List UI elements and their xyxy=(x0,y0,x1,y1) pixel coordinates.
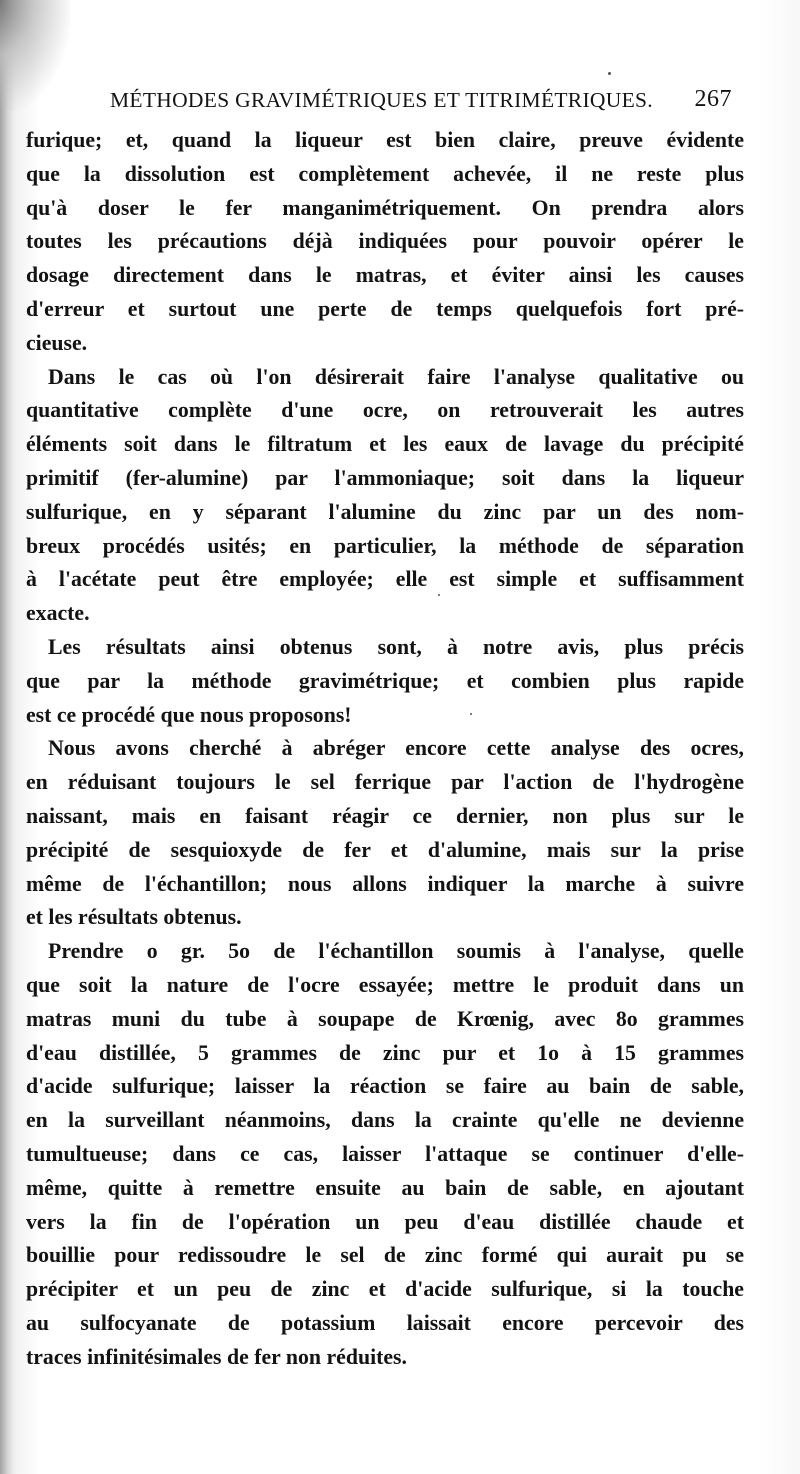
text-line: naissant, mais en faisant réagir ce dernier, non plus sur le xyxy=(26,803,744,828)
text-line: matras muni du tube à soupape de Krœnig, avec 8o grammes xyxy=(26,1006,744,1031)
text-line: éléments soit dans le filtratum et les eaux de lavage du précipité xyxy=(26,432,744,457)
text-line: traces infinitésimales de fer non réduites. xyxy=(26,1344,407,1369)
text-line: Nous avons cherché à abréger encore cette analyse des ocres, xyxy=(48,736,744,761)
text-line: vers la fin de l'opération un peu d'eau distillée chaude et xyxy=(26,1209,744,1234)
text-line: à l'acétate peut être employée; elle est simple et suffisamment xyxy=(26,567,744,592)
text-line: en réduisant toujours le sel ferrique par l'action de l'hydrogène xyxy=(26,770,744,795)
text-line: que par la méthode gravimétrique; et combien plus rapide xyxy=(26,668,744,693)
text-line: Les résultats ainsi obtenus sont, à notre avis, plus précis xyxy=(48,634,744,659)
text-line: quantitative complète d'une ocre, on retrouverait les autres xyxy=(26,398,744,423)
text-line: tumultueuse; dans ce cas, laisser l'attaque se continuer d'elle- xyxy=(26,1141,744,1166)
text-line: en la surveillant néanmoins, dans la crainte qu'elle ne devienne xyxy=(26,1108,744,1133)
body-text xyxy=(26,124,744,1374)
ink-speck xyxy=(438,594,440,596)
text-line: est ce procédé que nous proposons! xyxy=(26,702,352,727)
text-line: et les résultats obtenus. xyxy=(26,905,242,930)
text-line: même de l'échantillon; nous allons indiquer la marche à suivre xyxy=(26,871,744,896)
text-line: breux procédés usités; en particulier, la méthode de séparation xyxy=(26,533,744,558)
text-line: Prendre o gr. 5o de l'échantillon soumis à l'analyse, quelle xyxy=(48,939,744,964)
binding-shadow xyxy=(0,0,14,1474)
text-line: au sulfocyanate de potassium laissait encore percevoir des xyxy=(26,1310,744,1335)
ink-speck xyxy=(470,713,472,715)
text-line: même, quitte à remettre ensuite au bain de sable, en ajoutant xyxy=(26,1175,744,1200)
text-line: Dans le cas où l'on désirerait faire l'analyse qualitative ou xyxy=(48,364,744,389)
text-line: dosage directement dans le matras, et éviter ainsi les causes xyxy=(26,263,744,288)
page-number: 267 xyxy=(694,86,732,112)
text-line: furique; et, quand la liqueur est bien claire, preuve évidente xyxy=(26,128,744,152)
text-line: sulfurique, en y séparant l'alumine du zinc par un des nom- xyxy=(26,499,744,524)
text-line: que soit la nature de l'ocre essayée; mettre le produit dans un xyxy=(26,972,744,997)
text-line: exacte. xyxy=(26,601,90,626)
text-line: toutes les précautions déjà indiquées pour pouvoir opérer le xyxy=(26,229,744,254)
text-line: d'eau distillée, 5 grammes de zinc pur et 1o à 15 grammes xyxy=(26,1040,744,1065)
ink-speck xyxy=(608,72,611,75)
text-line: bouillie pour redissoudre le sel de zinc formé qui aurait pu se xyxy=(26,1243,744,1268)
text-line: cieuse. xyxy=(26,330,88,355)
running-title: MÉTHODES GRAVIMÉTRIQUES ET TITRIMÉTRIQUES. xyxy=(110,88,653,112)
running-head xyxy=(80,82,740,118)
text-line: primitif (fer-alumine) par l'ammoniaque; soit dans la liqueur xyxy=(26,465,744,490)
text-line: que la dissolution est complètement achevée, il ne reste plus xyxy=(26,161,744,186)
text-line: qu'à doser le fer manganimétriquement. On prendra alors xyxy=(26,195,744,220)
text-line: précipité de sesquioxyde de fer et d'alumine, mais sur la prise xyxy=(26,837,744,862)
text-line: d'erreur et surtout une perte de temps quelquefois fort pré- xyxy=(26,296,744,321)
text-line: précipiter et un peu de zinc et d'acide sulfurique, si la touche xyxy=(26,1277,744,1302)
text-line: d'acide sulfurique; laisser la réaction se faire au bain de sable, xyxy=(26,1074,744,1099)
corner-shadow xyxy=(0,0,70,110)
